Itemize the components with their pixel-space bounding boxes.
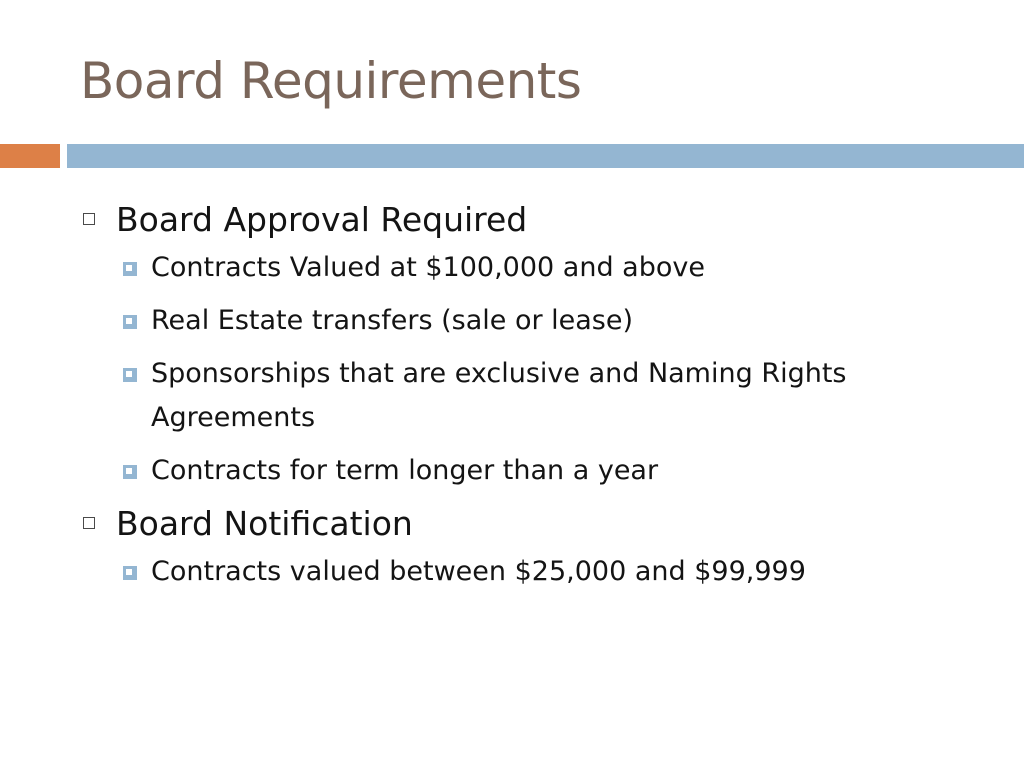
bullet-level2 (80, 299, 941, 343)
hollow-square-icon (83, 213, 95, 225)
bullet-level2 (80, 550, 941, 594)
filled-square-icon (123, 566, 137, 580)
bullet-text: Real Estate transfers (sale or lease) (151, 305, 634, 336)
sub-bullet-list (80, 550, 980, 594)
bullet-text: Sponsorships that are exclusive and Naming Rights Agreements (151, 358, 847, 433)
bullet-text: Contracts Valued at $100,000 and above (151, 252, 705, 283)
bullet-text: Contracts for term longer than a year (151, 455, 659, 486)
filled-square-icon (123, 315, 137, 329)
filled-square-icon (123, 368, 137, 382)
section-heading: Board Notification (116, 504, 413, 543)
title-divider-bar (67, 144, 1024, 168)
hollow-square-icon (83, 517, 95, 529)
title-accent-bar (0, 144, 60, 168)
section-heading: Board Approval Required (116, 200, 528, 239)
bullet-level1 (80, 198, 980, 242)
sub-bullet-list (80, 246, 980, 493)
bullet-level1 (80, 502, 980, 546)
slide-title: Board Requirements (80, 52, 582, 110)
filled-square-icon (123, 262, 137, 276)
bullet-level2 (80, 449, 941, 493)
bullet-level2 (80, 352, 941, 440)
filled-square-icon (123, 465, 137, 479)
bullet-level2 (80, 246, 941, 290)
bullet-text: Contracts valued between $25,000 and $99,999 (151, 556, 806, 587)
slide-content (80, 198, 980, 603)
